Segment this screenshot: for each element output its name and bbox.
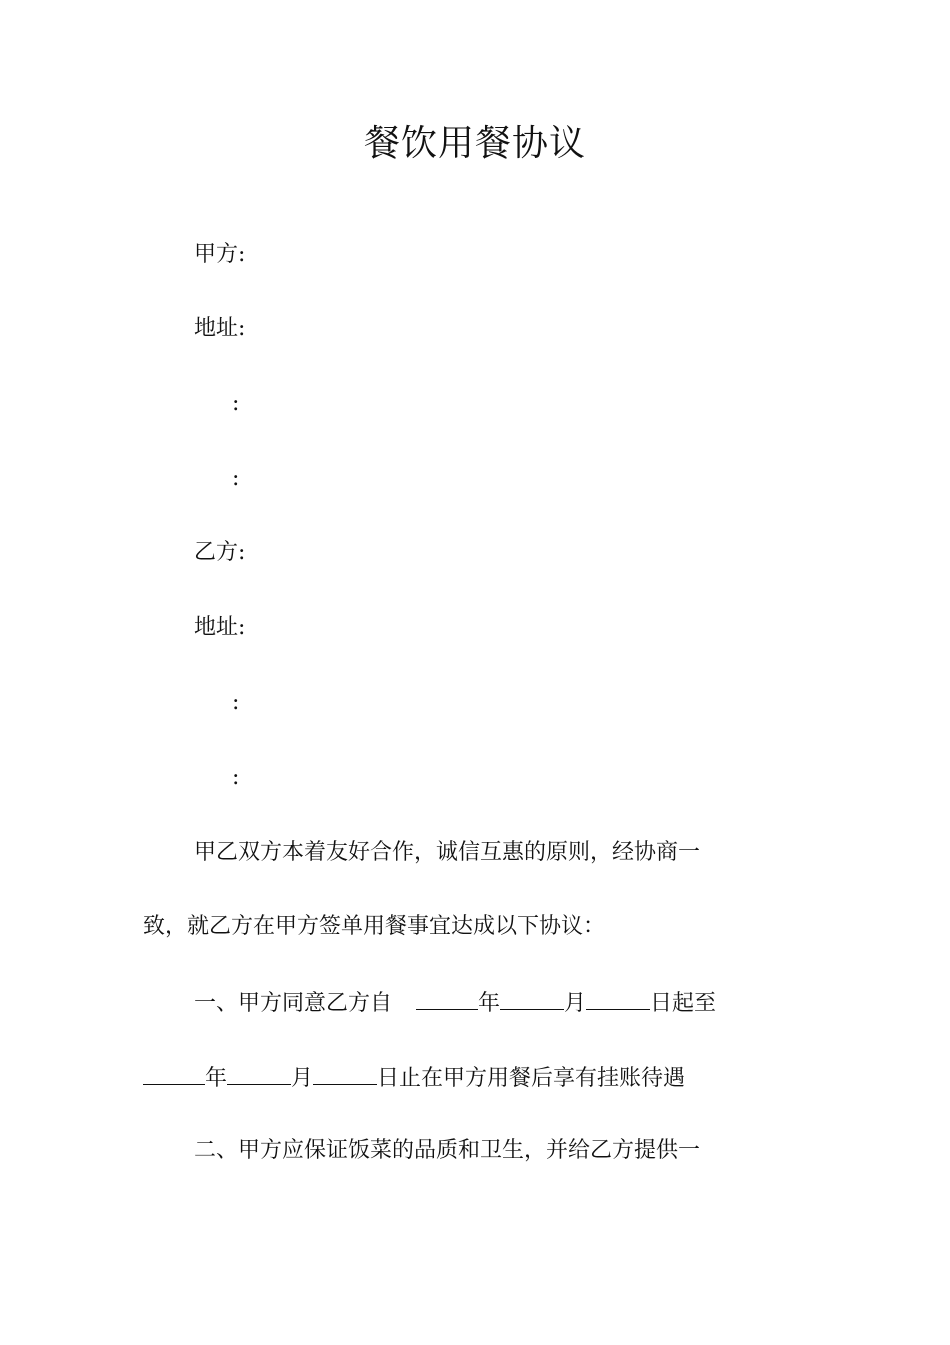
month-label-2: 月	[291, 1066, 314, 1091]
month-label: 月	[564, 991, 587, 1016]
start-year-blank	[416, 987, 478, 1010]
party-a-field-1: :	[232, 391, 240, 416]
clause-1-rest: 日止在甲方用餐后享有挂账待遇	[377, 1066, 686, 1091]
party-b-field-2: :	[232, 765, 240, 790]
party-a-address-label: 地址:	[194, 316, 246, 341]
intro-line-2: 致，就乙方在甲方签单用餐事宜达成以下协议：	[143, 914, 606, 939]
clause-1-line-1	[194, 987, 716, 1019]
document-title: 餐饮用餐协议	[363, 123, 586, 164]
party-a-field-2: :	[232, 466, 240, 491]
year-label-2: 年	[205, 1066, 228, 1091]
party-a-label: 甲方:	[194, 242, 246, 267]
start-month-blank	[500, 987, 564, 1010]
start-day-blank	[586, 987, 650, 1010]
end-day-blank	[313, 1062, 377, 1085]
party-b-address-label: 地址:	[194, 615, 246, 640]
year-label: 年	[478, 991, 501, 1016]
day-from-label: 日起至	[650, 991, 717, 1016]
end-year-blank	[143, 1062, 205, 1085]
party-b-label: 乙方:	[194, 540, 246, 565]
party-b-field-1: :	[232, 690, 240, 715]
end-month-blank	[227, 1062, 291, 1085]
clause-1-line-2	[143, 1062, 685, 1094]
clause-2-line-1: 二、甲方应保证饭菜的品质和卫生，并给乙方提供一	[194, 1138, 701, 1163]
intro-line-1: 甲乙双方本着友好合作，诚信互惠的原则，经协商一	[194, 840, 701, 865]
clause-1-prefix: 一、甲方同意乙方自	[194, 991, 393, 1016]
